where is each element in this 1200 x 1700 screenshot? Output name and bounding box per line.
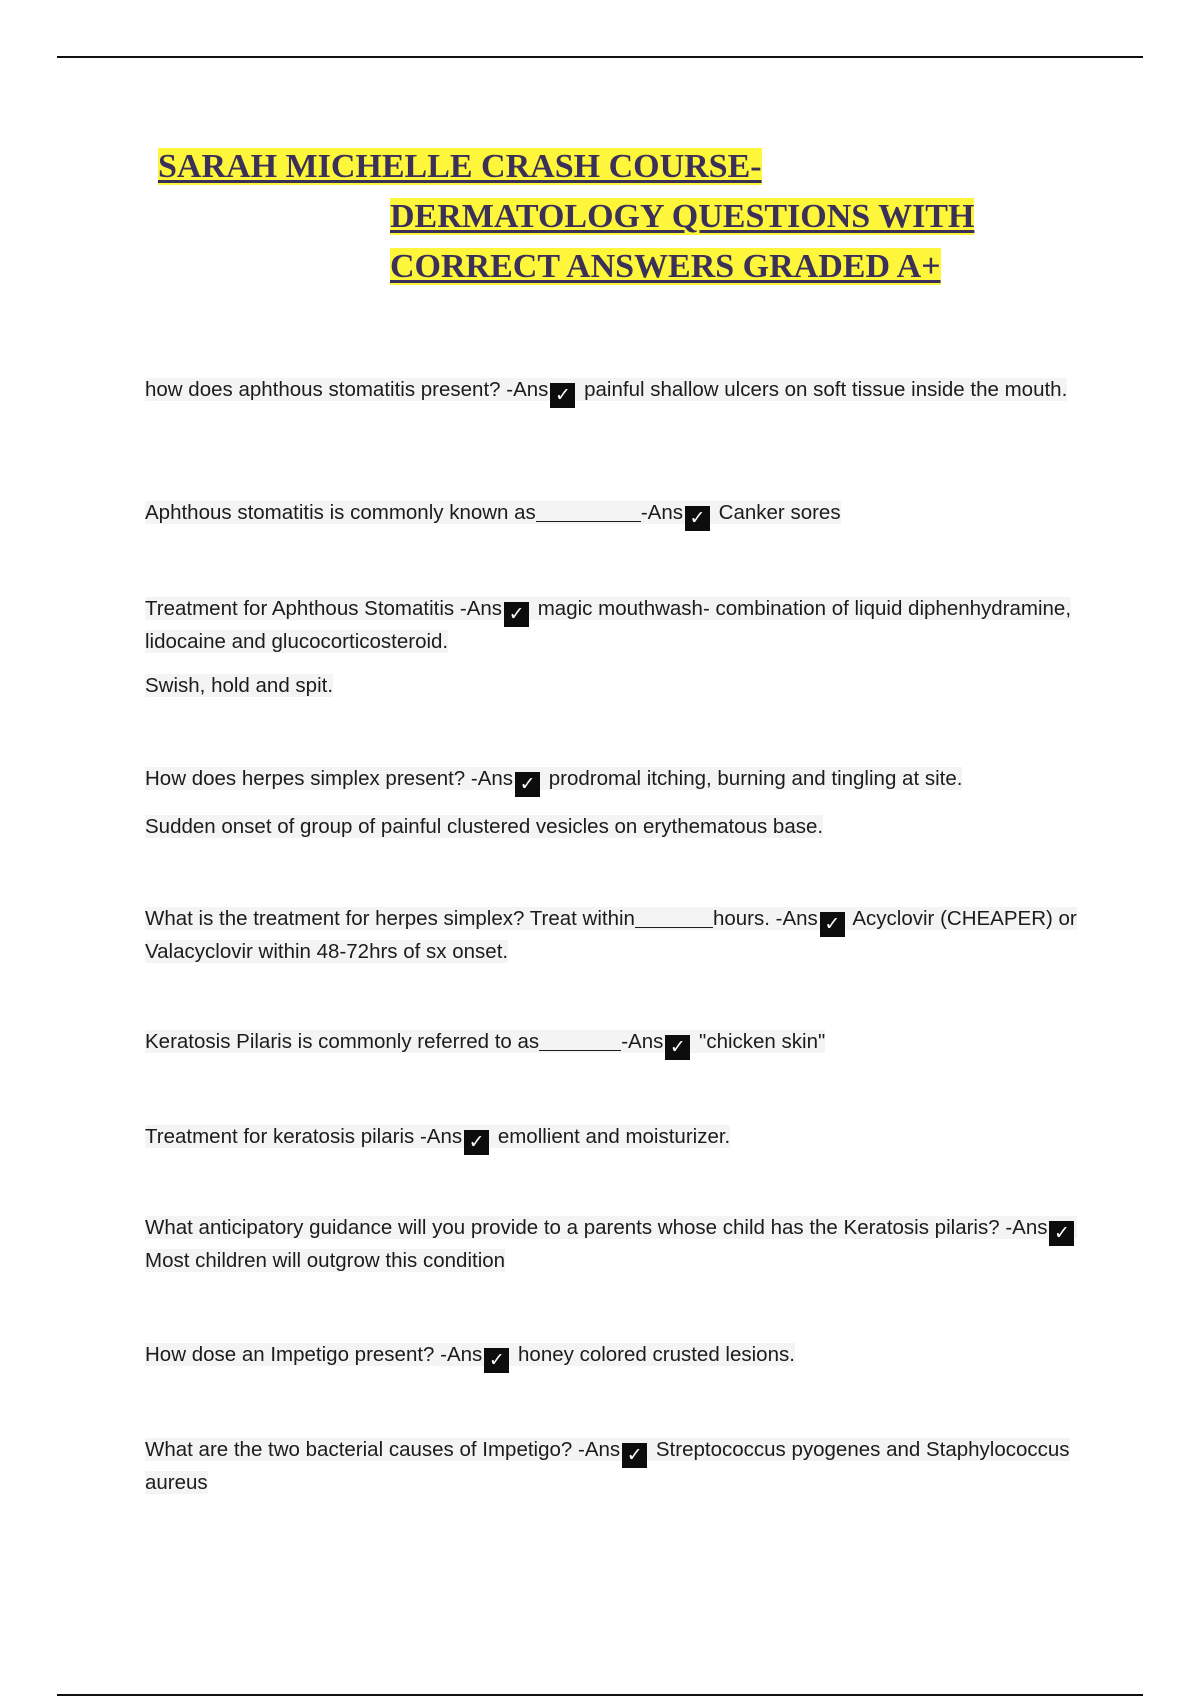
ans-marker: -Ans (640, 501, 683, 524)
answer-text: Most children will outgrow this condition (145, 1249, 506, 1272)
question-text: What are the two bacterial causes of Impetigo? (145, 1438, 573, 1461)
question-text: How does herpes simplex present? (145, 767, 466, 790)
question-text: Treatment for keratosis pilaris (145, 1125, 415, 1148)
answer-text: magic mouthwash- combination of liquid diphenhydramine, lidocaine and glucocorticosteroid. (145, 597, 1072, 653)
extra-text: Sudden onset of group of painful clustered vesicles on erythematous base. (145, 815, 824, 838)
check-box-icon: ✓ (820, 912, 845, 937)
question-text: What anticipatory guidance will you provide to a parents whose child has the Keratosis pilaris? (145, 1216, 1000, 1239)
qa-item-4 (145, 764, 1085, 841)
qa-item-5 (145, 904, 1085, 966)
title-line-3: CORRECT ANSWERS GRADED A+ (390, 248, 941, 285)
question-text: How dose an Impetigo present? (145, 1343, 435, 1366)
answer-text: honey colored crusted lesions. (518, 1343, 795, 1366)
ans-marker: -Ans (1005, 1216, 1048, 1239)
extra-text: Swish, hold and spit. (145, 674, 334, 697)
question-text: how does aphthous stomatitis present? (145, 378, 501, 401)
qa-item-1 (145, 375, 1085, 408)
ans-marker: -Ans (578, 1438, 621, 1461)
question-text-after-blank: hours. (712, 907, 770, 930)
ans-marker: -Ans (506, 378, 549, 401)
ans-marker: -Ans (621, 1030, 664, 1053)
fill-in-blank (536, 501, 641, 522)
top-rule (57, 56, 1143, 58)
qa-item-7 (145, 1122, 1085, 1155)
question-text: What is the treatment for herpes simplex? Treat within (145, 907, 635, 930)
qa-item-3 (145, 594, 1085, 700)
check-box-icon: ✓ (665, 1035, 690, 1060)
title-line-2: DERMATOLOGY QUESTIONS WITH (390, 198, 975, 235)
check-box-icon: ✓ (1049, 1221, 1074, 1246)
question-text: Aphthous stomatitis is commonly known as (145, 501, 536, 524)
fill-in-blank (635, 907, 713, 928)
answer-text: Canker sores (718, 501, 841, 524)
answer-text: Streptococcus pyogenes and Staphylococcus aureus (145, 1438, 1070, 1494)
answer-text: Acyclovir (CHEAPER) or Valacyclovir within 48-72hrs of sx onset. (145, 907, 1077, 963)
question-text: Keratosis Pilaris is commonly referred to as (145, 1030, 540, 1053)
answer-text: prodromal itching, burning and tingling at site. (548, 767, 963, 790)
answer-text: painful shallow ulcers on soft tissue inside the mouth. (584, 378, 1068, 401)
ans-marker: -Ans (440, 1343, 483, 1366)
qa-item-10 (145, 1435, 1085, 1497)
question-text: Treatment for Aphthous Stomatitis (145, 597, 455, 620)
title-line-1: SARAH MICHELLE CRASH COURSE- (158, 148, 762, 185)
ans-marker: -Ans (459, 597, 503, 620)
document-title (150, 142, 1050, 292)
answer-text: "chicken skin" (699, 1030, 826, 1053)
check-box-icon: ✓ (504, 602, 529, 627)
qa-item-2 (145, 498, 1085, 531)
ans-marker: -Ans (470, 767, 514, 790)
bottom-rule (57, 1694, 1143, 1696)
answer-text: emollient and moisturizer. (497, 1125, 731, 1148)
check-box-icon: ✓ (484, 1348, 509, 1373)
check-box-icon: ✓ (622, 1443, 647, 1468)
ans-marker: -Ans (419, 1125, 463, 1148)
qa-item-6 (145, 1027, 1085, 1060)
fill-in-blank (539, 1030, 621, 1051)
qa-item-8 (145, 1213, 1085, 1275)
check-box-icon: ✓ (550, 383, 575, 408)
qa-item-9 (145, 1340, 1085, 1373)
check-box-icon: ✓ (515, 772, 540, 797)
check-box-icon: ✓ (464, 1130, 489, 1155)
check-box-icon: ✓ (685, 506, 710, 531)
ans-marker: -Ans (775, 907, 818, 930)
